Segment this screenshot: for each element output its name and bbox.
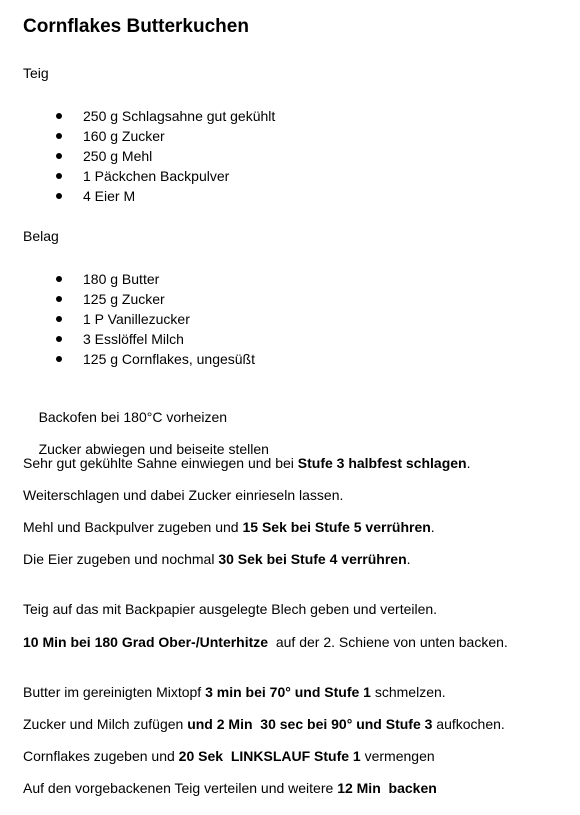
step-text: Mehl und Backpulver zugeben und bbox=[23, 519, 243, 535]
step-line bbox=[23, 683, 446, 701]
step-text: Backofen bei 180°C vorheizen bbox=[38, 409, 228, 425]
step-emphasis: 30 Sek bei Stufe 4 verrühren bbox=[218, 551, 407, 567]
step-line bbox=[23, 550, 411, 568]
step-text: Zucker abwiegen und beiseite stellen bbox=[38, 441, 269, 457]
step-emphasis: 12 Min backen bbox=[337, 780, 437, 796]
ingredient-text: 125 g Cornflakes, ungesüßt bbox=[83, 351, 255, 367]
step-text: . bbox=[406, 551, 411, 567]
teig-heading: Teig bbox=[23, 65, 49, 81]
bullet-icon bbox=[56, 113, 62, 119]
step-line bbox=[23, 633, 508, 651]
step-text: Weiterschlagen und dabei Zucker einrieseln lassen. bbox=[23, 487, 344, 503]
step-text: Auf den vorgebackenen Teig verteilen und weitere bbox=[23, 780, 338, 796]
ingredient-text: 1 Päckchen Backpulver bbox=[83, 168, 230, 184]
step-text: auf der 2. Schiene von unten backen. bbox=[268, 634, 508, 650]
ingredient-text: 1 P Vanillezucker bbox=[83, 311, 190, 327]
belag-heading: Belag bbox=[23, 228, 59, 244]
recipe-title: Cornflakes Butterkuchen bbox=[23, 16, 249, 37]
bullet-icon bbox=[56, 296, 62, 302]
step-text: Cornflakes zugeben und bbox=[23, 748, 179, 764]
bullet-icon bbox=[56, 336, 62, 342]
step-text: Teig auf das mit Backpapier ausgelegte Blech geben und verteilen. bbox=[23, 601, 438, 617]
ingredient-text: 250 g Mehl bbox=[83, 148, 153, 164]
step-line bbox=[23, 454, 470, 472]
step-text: Die Eier zugeben und nochmal bbox=[23, 551, 219, 567]
bullet-icon bbox=[56, 316, 62, 322]
step-text: Zucker und Milch zufügen bbox=[23, 716, 188, 732]
step-line bbox=[23, 600, 437, 618]
bullet-icon bbox=[56, 153, 62, 159]
ingredient-text: 180 g Butter bbox=[83, 271, 160, 287]
step-text: . bbox=[466, 455, 471, 471]
step-text: Butter im gereinigten Mixtopf bbox=[23, 684, 206, 700]
step-line bbox=[23, 715, 505, 733]
step-emphasis: Stufe 3 halbfest schlagen bbox=[297, 455, 467, 471]
step-text: . bbox=[430, 519, 435, 535]
ingredient-text: 160 g Zucker bbox=[83, 128, 165, 144]
ingredient-text: 125 g Zucker bbox=[83, 291, 165, 307]
bullet-icon bbox=[56, 276, 62, 282]
step-emphasis: 3 min bei 70° und Stufe 1 bbox=[205, 684, 371, 700]
bullet-icon bbox=[56, 173, 62, 179]
step-text: schmelzen. bbox=[370, 684, 446, 700]
ingredient-text: 3 Esslöffel Milch bbox=[83, 331, 184, 347]
step-line bbox=[23, 518, 435, 536]
step-text: aufkochen. bbox=[432, 716, 505, 732]
step-line bbox=[23, 486, 343, 504]
ingredient-text: 4 Eier M bbox=[83, 188, 136, 204]
step-emphasis: 15 Sek bei Stufe 5 verrühren bbox=[242, 519, 431, 535]
step-emphasis: 10 Min bei 180 Grad Ober-/Unterhitze bbox=[23, 634, 269, 650]
bullet-icon bbox=[56, 356, 62, 362]
step-line bbox=[23, 779, 437, 797]
step-text: Sehr gut gekühlte Sahne einwiegen und bei bbox=[23, 455, 298, 471]
step-emphasis: 20 Sek LINKSLAUF Stufe 1 bbox=[178, 748, 361, 764]
step-emphasis: und 2 Min 30 sec bei 90° und Stufe 3 bbox=[187, 716, 433, 732]
bullet-icon bbox=[56, 193, 62, 199]
ingredient-text: 250 g Schlagsahne gut gekühlt bbox=[83, 108, 276, 124]
step-line bbox=[23, 747, 435, 765]
step-text: vermengen bbox=[360, 748, 435, 764]
bullet-icon bbox=[56, 133, 62, 139]
